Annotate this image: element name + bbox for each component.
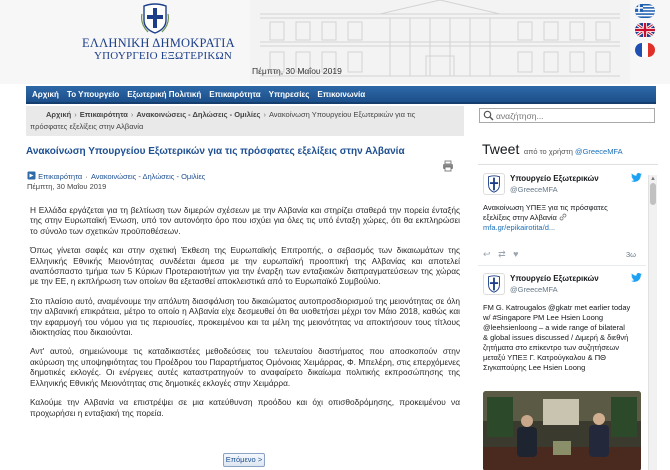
breadcrumb-current-continued: πρόσφατες εξελίξεις στην Αλβανία bbox=[30, 122, 144, 131]
brand-title: ΕΛΛΗΝΙΚΗ ΔΗΜΟΚΡΑΤΙΑ bbox=[82, 36, 235, 50]
article-paragraph: Όπως γίνεται σαφές και στην σχετική Έκθεση της Ευρωπαϊκής Επιτροπής, ο σεβασμός των δικαιωμάτων της Ελληνικής Εθνικής Μειονότητας συνδέεται άμεσα με την ευρωπαϊκή προοπτική της Αλβανίας και αποτελεί αναπόσπαστο τμήμα των 5 Κύριων Προτεραιοτήτων για την έναρξη των ενταξιακών διαπραγματεύσεων της χώρας με την ΕΕ, η εκπλήρωση των οποίων θα εξετασθεί αποκλειστικά από το Ευρωπαϊκό Συμβούλιο. bbox=[30, 245, 460, 287]
article-paragraph: Αντ' αυτού, σημειώνουμε τις καταδικαστέες μεθοδεύσεις του τελευταίου διαστήματος που αποσκοπούν στην ακύρωση της υποψηφιότητας του Προέδρου του Παραρτήματος Ομόνοιας Χειμάρρας, Φ. Μπελέρη, στις επερχόμενες δημοτικές εκλογές. Οι ενέργειες αυτές καταστρατηγούν το αναφαίρετο δικαίωμα πολιτικής εκπροσώπησης της Ελληνικής Εθνικής Μειονότητας στις δημοτικές εκλογές στην Χειμάρρα. bbox=[30, 346, 460, 388]
flag-english-icon[interactable] bbox=[635, 23, 655, 37]
avatar[interactable] bbox=[483, 273, 505, 295]
avatar[interactable] bbox=[483, 173, 505, 195]
tweet-time[interactable]: 3ω bbox=[626, 250, 637, 259]
twitter-timeline bbox=[478, 164, 658, 470]
tweet-photo[interactable] bbox=[483, 391, 641, 470]
link-icon bbox=[559, 213, 567, 221]
article-paragraph: Στο πλαίσιο αυτό, αναμένουμε την απόλυτη διασφάλιση του δικαιώματος αυτοπροσδιορισμού της μειονότητας σε όλη την αλβανική επικράτεια, μέτρο το οποίο η Αλβανία είχε δεσμευθεί ότι θα υιοθετήσει μέχρι τον Μάιο 2018, καθώς και την εφαρμογή του νόμου για τις περιουσίες, προκειμένου και τα μέλη της μειονότητας να αποκτήσουν τους τίτλους ιδιοκτησίας που δικαιούνται. bbox=[30, 295, 460, 338]
scroll-up-icon[interactable]: ▲ bbox=[650, 176, 656, 182]
tweet-link[interactable]: mfa.gr/epikairotita/d... bbox=[483, 223, 556, 232]
twitter-bird-icon[interactable] bbox=[631, 273, 642, 282]
article-categories: Επικαιρότητα · Ανακοινώσεις - Δηλώσεις - Ομιλίες bbox=[27, 171, 205, 181]
twitter-widget-title: Tweet bbox=[482, 141, 520, 157]
flag-greek-icon[interactable] bbox=[635, 4, 655, 18]
breadcrumb-news[interactable]: Επικαιρότητα bbox=[79, 110, 128, 119]
scrollbar-thumb[interactable] bbox=[650, 183, 656, 205]
breadcrumb-home[interactable]: Αρχική bbox=[46, 110, 72, 119]
tweet bbox=[478, 269, 646, 470]
tweet-text: FM G. Katrougalos @gkatr met earlier today w/ #Singapore PM Lee Hsien Loong @leehsienloong – a wide range of bilateral & global issues discussed / Διμερή & διεθνή ζητήματα στο επίκεντρο των συζητήσεων μεταξύ ΥΠΕΞ Γ. Κατρούγκαλου & ΠΘ Σιγκαπούρης Lee Hsien Loong bbox=[483, 303, 631, 372]
tweet bbox=[478, 169, 646, 264]
category-link-news[interactable]: Επικαιρότητα bbox=[38, 172, 83, 181]
nav-item-contact[interactable]: Επικοινωνία bbox=[317, 89, 366, 99]
brand-subtitle: ΥΠΟΥΡΓΕΙΟ ΕΞΩΤΕΡΙΚΩΝ bbox=[94, 50, 233, 62]
nav-item-services[interactable]: Υπηρεσίες bbox=[268, 89, 310, 99]
tweet-author-handle[interactable]: @GreeceMFA bbox=[510, 285, 558, 294]
search-input[interactable] bbox=[496, 110, 650, 121]
article-paragraph: Καλούμε την Αλβανία να επιστρέψει σε μια κατεύθυνση προόδου και όχι οπισθοδρόμησης, προκειμένου να προχωρήσει η ενταξιακή της πορεία. bbox=[30, 397, 460, 418]
greek-coat-of-arms-icon bbox=[140, 2, 170, 34]
article-paragraph: Η Ελλάδα εργάζεται για τη βελτίωση των διμερών σχέσεων με την Αλβανία και στηρίζει σταθερά την πορεία ένταξής της στην Ευρωπαϊκή Ένωση, υπό τον αυτονόητο όρο που ισχύει για όλες τις υπό ένταξη χώρες, ότι θα εκπληρώσει το σύνολο των σχετικών προϋποθέσεων. bbox=[30, 205, 460, 236]
article-date: Πέμπτη, 30 Μαΐου 2019 bbox=[27, 182, 107, 191]
flag-french-icon[interactable] bbox=[635, 43, 655, 57]
like-icon[interactable]: ♥ bbox=[513, 249, 519, 259]
search-box bbox=[479, 108, 655, 123]
category-icon bbox=[27, 171, 36, 180]
nav-item-news[interactable]: Επικαιρότητα bbox=[209, 89, 261, 99]
site-header bbox=[0, 0, 670, 84]
search-icon[interactable] bbox=[483, 110, 494, 121]
category-link-announcements[interactable]: Ανακοινώσεις - Δηλώσεις - Ομιλίες bbox=[90, 172, 206, 181]
tweet-divider bbox=[478, 265, 646, 266]
article-title: Ανακοίνωση Υπουργείου Εξωτερικών για τις πρόσφατες εξελίξεις στην Αλβανία bbox=[26, 146, 405, 157]
tweet-author-name[interactable]: Υπουργείο Εξωτερικών bbox=[510, 174, 599, 183]
twitter-widget-from: από το χρήστη @GreeceMFA bbox=[523, 147, 623, 156]
reply-icon[interactable]: ↩ bbox=[483, 249, 491, 259]
nav-item-home[interactable]: Αρχική bbox=[32, 89, 59, 99]
twitter-widget-header bbox=[482, 141, 623, 157]
twitter-scrollbar[interactable] bbox=[648, 175, 657, 470]
tweet-actions bbox=[483, 249, 518, 260]
nav-item-ministry[interactable]: Το Υπουργείο bbox=[66, 89, 120, 99]
tweet-text: Ανακοίνωση ΥΠΕΞ για τις πρόσφατες εξελίξεις στην Αλβανία mfa.gr/epikairotita/d... bbox=[483, 203, 608, 232]
twitter-account-link[interactable]: @GreeceMFA bbox=[574, 147, 623, 156]
tweet-author-name[interactable]: Υπουργείο Εξωτερικών bbox=[510, 274, 599, 283]
twitter-bird-icon[interactable] bbox=[631, 173, 642, 182]
next-article-button[interactable]: Επόμενο > bbox=[223, 453, 265, 467]
print-icon[interactable] bbox=[442, 160, 454, 172]
breadcrumb-announcements[interactable]: Ανακοινώσεις - Δηλώσεις - Ομιλίες bbox=[136, 110, 261, 119]
breadcrumb: Αρχική › Επικαιρότητα › Ανακοινώσεις - Δηλώσεις - Ομιλίες › Ανακοίνωση Υπουργείου Εξωτερικών για τις πρόσφατες εξελίξεις στην Αλβανία bbox=[26, 106, 464, 136]
main-navigation bbox=[26, 86, 656, 104]
current-date: Πέμπτη, 30 Μαΐου 2019 bbox=[252, 66, 342, 76]
breadcrumb-current: Ανακοίνωση Υπουργείου Εξωτερικών για τις bbox=[268, 110, 416, 119]
tweet-author-handle[interactable]: @GreeceMFA bbox=[510, 185, 558, 194]
retweet-icon[interactable]: ⇄ bbox=[498, 249, 506, 259]
nav-item-foreign-policy[interactable]: Εξωτερική Πολιτική bbox=[127, 89, 202, 99]
article-body bbox=[30, 205, 460, 427]
